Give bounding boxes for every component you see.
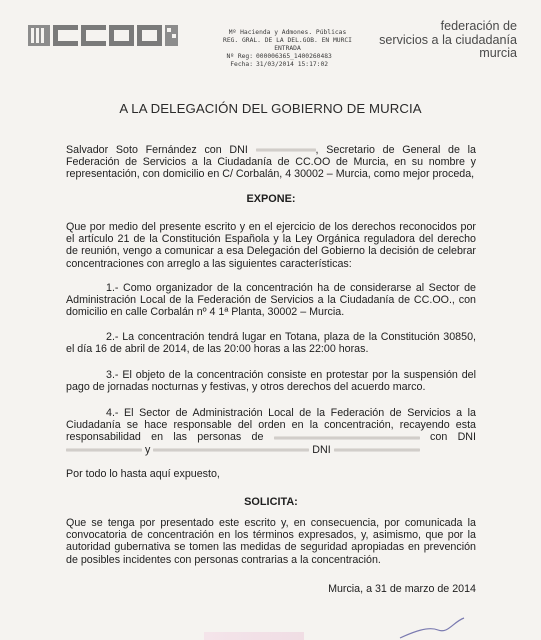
stamp-date-row — [205, 61, 370, 69]
stamp-fragment — [204, 632, 304, 640]
stamp-reg-value: 000006365_1400260483 — [256, 53, 332, 60]
intro-text-b: , Secretario de General de la Federación de Servicios a la Ciudadanía de CC.OO de Murcia, en su nombre y representación, con domicilio en C/ Corbalán, 4 30002 – Murcia, como mejor proceda, — [66, 144, 476, 181]
federation-name — [379, 20, 517, 61]
solicita-paragraph: Que se tenga por presentado este escrito y, en consecuencia, por comunicada la convocatoria de concentración en los términos expresados, y, asimismo, que por la autoridad gubernativa se tomen las medidas de seguridad apropiadas en prevención de posibles incidentes con personas contrarias a la concentración. — [66, 517, 476, 566]
redacted-name-2 — [153, 448, 309, 452]
stamp-line-entry: ENTRADA — [274, 45, 301, 52]
stamp-date-value: 31/03/2014 15:17:02 — [256, 61, 329, 68]
stamp-date-label: Fecha: — [230, 61, 253, 68]
stamp-line-ministry: Mº Hacienda y Admones. Públicas — [228, 29, 347, 36]
stamp-line-registry: REG. GRAL. DE LA DEL.GOB. EN MURCI — [223, 37, 352, 44]
place-date: Murcia, a 31 de marzo de 2014 — [328, 583, 476, 595]
point-4-text-c: y — [144, 443, 151, 456]
intro-paragraph — [66, 144, 476, 181]
expone-heading: EXPONE: — [246, 193, 296, 205]
point-4-text-d: DNI — [312, 443, 331, 456]
point-4-text-b: con DNI — [430, 431, 476, 444]
point-1: 1.- Como organizador de la concentración ha de considerarse al Sector de Administración Local de la Federación de Servicios a la Ciudadanía de CC.OO., con domicilio en calle Corbalán nº 4 1ª Planta, 30002 – Murcia. — [66, 282, 476, 319]
point-2: 2.- La concentración tendrá lugar en Totana, plaza de la Constitución 30850, el día 16 de abril de 2014, de las 20:00 horas a las 22:00 horas. — [66, 331, 476, 356]
signature-stroke — [398, 612, 468, 640]
stamp-reg-label: Nº Reg: — [226, 53, 253, 60]
redacted-dni — [256, 148, 316, 152]
intro-text-a: Salvador Soto Fernández con DNI — [66, 144, 248, 156]
expone-paragraph: Que por medio del presente escrito y en el ejercicio de los derechos reconocidos por el artículo 21 de la Constitución Española y la Ley Orgánica reguladora del derecho de reunión, vengo a comunicar a esa Delegación del Gobierno la decisión de celebrar concentraciones con arreglo a las siguientes características: — [66, 221, 476, 270]
stamp-reg-row — [205, 53, 370, 61]
redacted-dni-1 — [66, 448, 142, 452]
federation-line-1: federación de — [440, 19, 517, 33]
point-4 — [66, 407, 476, 456]
registry-stamp — [205, 29, 370, 69]
ccoo-logo — [28, 22, 180, 48]
federation-line-2: servicios a la ciudadanía — [379, 32, 517, 47]
redacted-dni-2 — [334, 448, 420, 452]
document-title: A LA DELEGACIÓN DEL GOBIERNO DE MURCIA — [119, 101, 422, 116]
solicita-heading: SOLICITA: — [244, 496, 298, 508]
point-4-text-a: 4.- El Sector de Administración Local de la Federación de Servicios a la Ciudadanía se hace responsable del orden en la concentración, recayendo esta responsabilidad en las personas de — [66, 407, 476, 444]
redacted-name-1 — [274, 436, 420, 440]
federation-line-3: murcia — [479, 46, 517, 60]
point-3: 3.- El objeto de la concentración consiste en protestar por la suspensión del pago de jornadas nocturnas y festivas, y otros derechos del acuerdo marco. — [66, 369, 476, 394]
closing-line: Por todo lo hasta aquí expuesto, — [66, 468, 220, 480]
